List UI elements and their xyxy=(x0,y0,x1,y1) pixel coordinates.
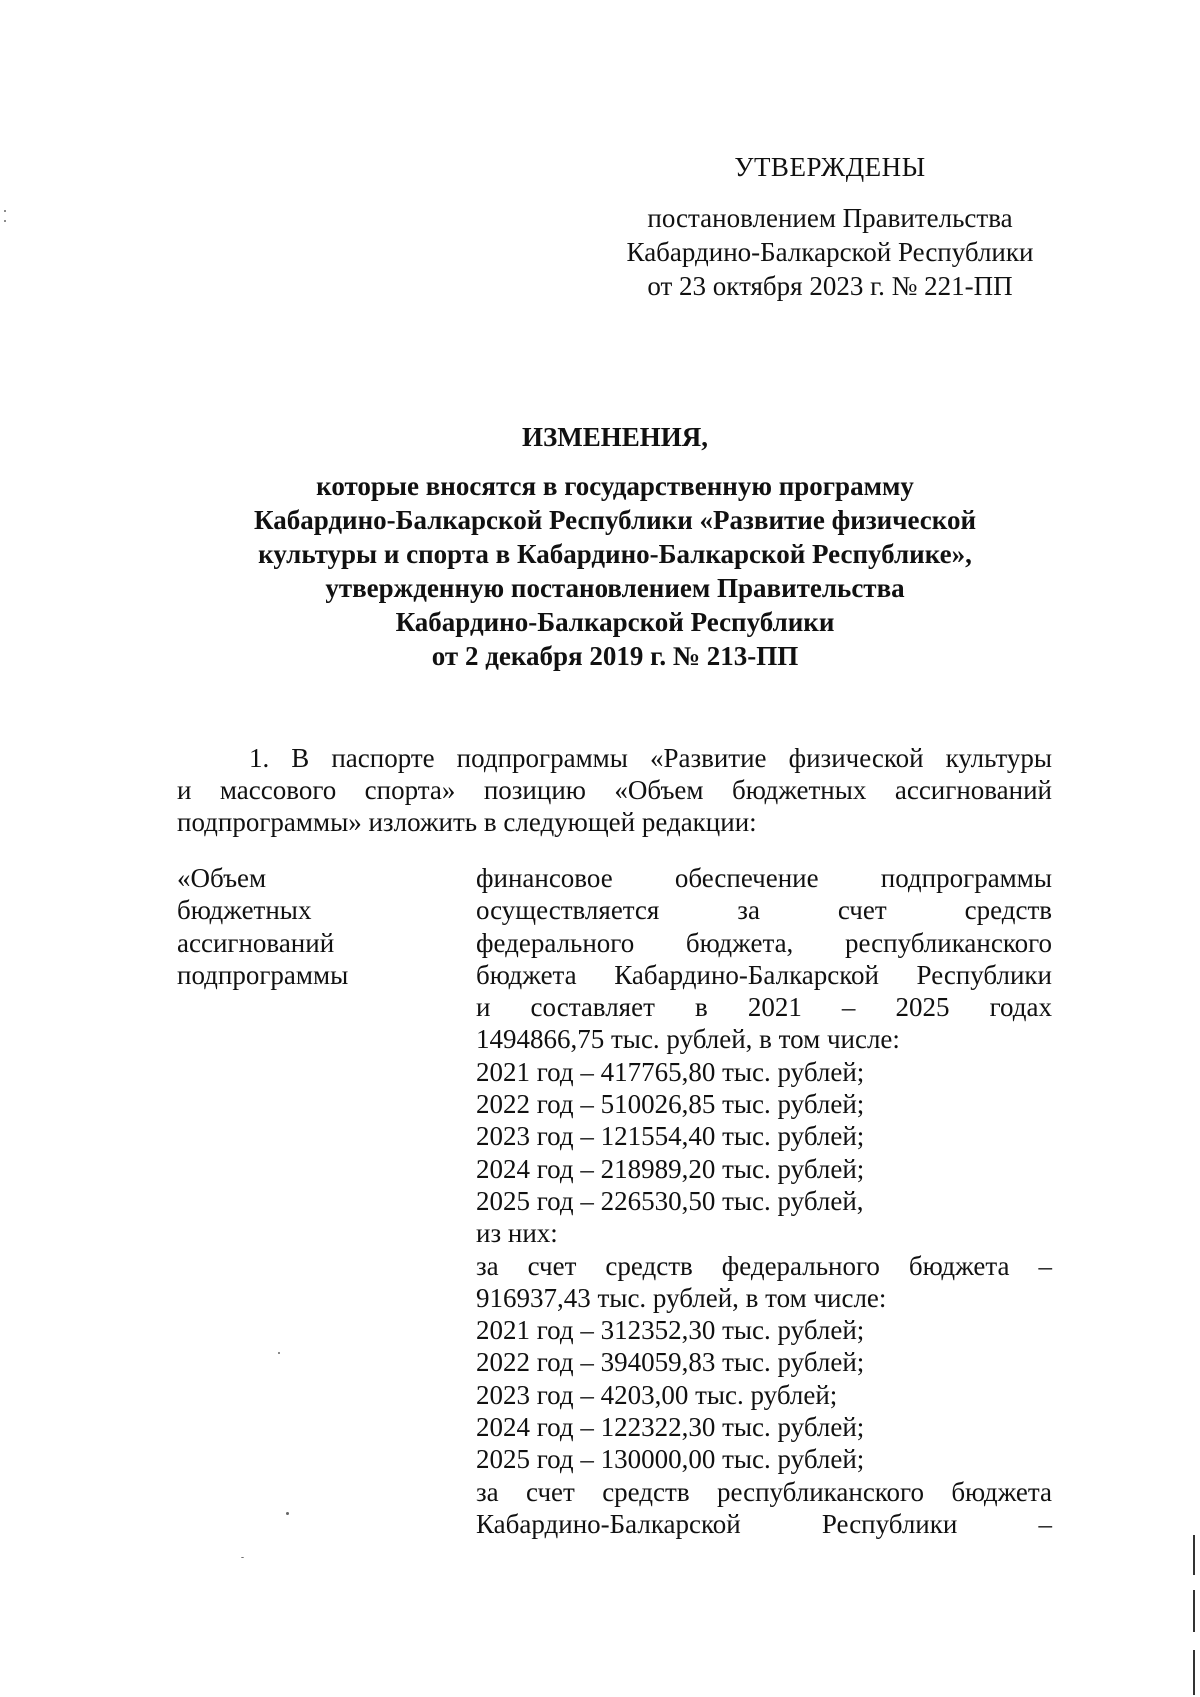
value-line: осуществляется за счет средств xyxy=(476,895,1052,926)
value-line: 2024 год – 218989,20 тыс. рублей; xyxy=(476,1153,865,1184)
approval-title: УТВЕРЖДЕНЫ xyxy=(734,152,926,182)
value-line: 2025 год – 130000,00 тыс. рублей; xyxy=(476,1444,865,1475)
scan-speck xyxy=(241,1557,244,1558)
value-line: 2022 год – 394059,83 тыс. рублей; xyxy=(476,1347,865,1378)
document-subtitle-line: от 2 декабря 2019 г. № 213-ПП xyxy=(431,641,799,671)
scan-edge-mark xyxy=(1193,1650,1195,1695)
approval-line: Кабардино-Балкарской Республики xyxy=(626,237,1034,267)
document-subtitle-line: Кабардино-Балкарской Республики xyxy=(395,607,835,637)
value-line: 2023 год – 121554,40 тыс. рублей; xyxy=(476,1121,865,1152)
scan-speck xyxy=(4,220,6,222)
value-line: финансовое обеспечение подпрограммы xyxy=(476,863,1052,893)
label-line: ассигнований xyxy=(177,927,335,958)
value-line: федерального бюджета, республиканского xyxy=(476,927,1052,958)
paragraph-line: подпрограммы» изложить в следующей редакции: xyxy=(177,807,757,837)
document-subtitle-line: культуры и спорта в Кабардино-Балкарской Республике», xyxy=(258,539,972,569)
approval-stamp-block xyxy=(600,150,1060,303)
scan-speck xyxy=(278,1352,280,1354)
label-line: бюджетных xyxy=(177,895,312,926)
value-line: 2023 год – 4203,00 тыс. рублей; xyxy=(476,1379,838,1410)
approval-date-line: от 23 октября 2023 г. № 221-ПП xyxy=(647,271,1013,301)
scan-edge-mark xyxy=(1193,1535,1195,1575)
scan-speck xyxy=(286,1512,289,1515)
value-line: 1494866,75 тыс. рублей, в том числе: xyxy=(476,1024,900,1055)
label-line: подпрограммы xyxy=(177,959,349,990)
value-line: из них: xyxy=(476,1218,558,1249)
value-line: бюджета Кабардино-Балкарской Республики xyxy=(476,959,1052,990)
value-line: 916937,43 тыс. рублей, в том числе: xyxy=(476,1282,887,1313)
value-line: 2025 год – 226530,50 тыс. рублей, xyxy=(476,1185,864,1216)
value-line: 2024 год – 122322,30 тыс. рублей; xyxy=(476,1412,865,1443)
label-line: «Объем xyxy=(177,863,267,893)
paragraph-line: и массового спорта» позицию «Объем бюджетных ассигнований xyxy=(177,775,1052,805)
scan-speck xyxy=(4,210,6,212)
intro-paragraph xyxy=(177,742,1052,838)
passport-value-cell xyxy=(476,862,1052,1540)
value-line: Кабардино-Балкарской Республики – xyxy=(476,1508,1052,1539)
value-line: 2022 год – 510026,85 тыс. рублей; xyxy=(476,1089,865,1120)
document-subtitle-line: которые вносятся в государственную программу xyxy=(316,471,914,501)
approval-line: постановлением Правительства xyxy=(647,203,1013,233)
document-subtitle-line: утвержденную постановлением Правительства xyxy=(325,573,905,603)
passport-label-cell xyxy=(177,862,437,991)
value-line: за счет средств федерального бюджета – xyxy=(476,1250,1052,1281)
document-subtitle-line: Кабардино-Балкарской Республики «Развитие физической xyxy=(253,505,977,535)
value-line: и составляет в 2021 – 2025 годах xyxy=(476,992,1052,1023)
scan-edge-mark xyxy=(1193,1590,1195,1632)
value-line: за счет средств республиканского бюджета xyxy=(476,1476,1052,1507)
value-line: 2021 год – 417765,80 тыс. рублей; xyxy=(476,1056,865,1087)
document-title-block xyxy=(120,420,1110,673)
paragraph-line: 1. В паспорте подпрограммы «Развитие физической культуры xyxy=(249,743,1052,773)
document-heading: ИЗМЕНЕНИЯ, xyxy=(521,422,708,452)
value-line: 2021 год – 312352,30 тыс. рублей; xyxy=(476,1315,865,1346)
